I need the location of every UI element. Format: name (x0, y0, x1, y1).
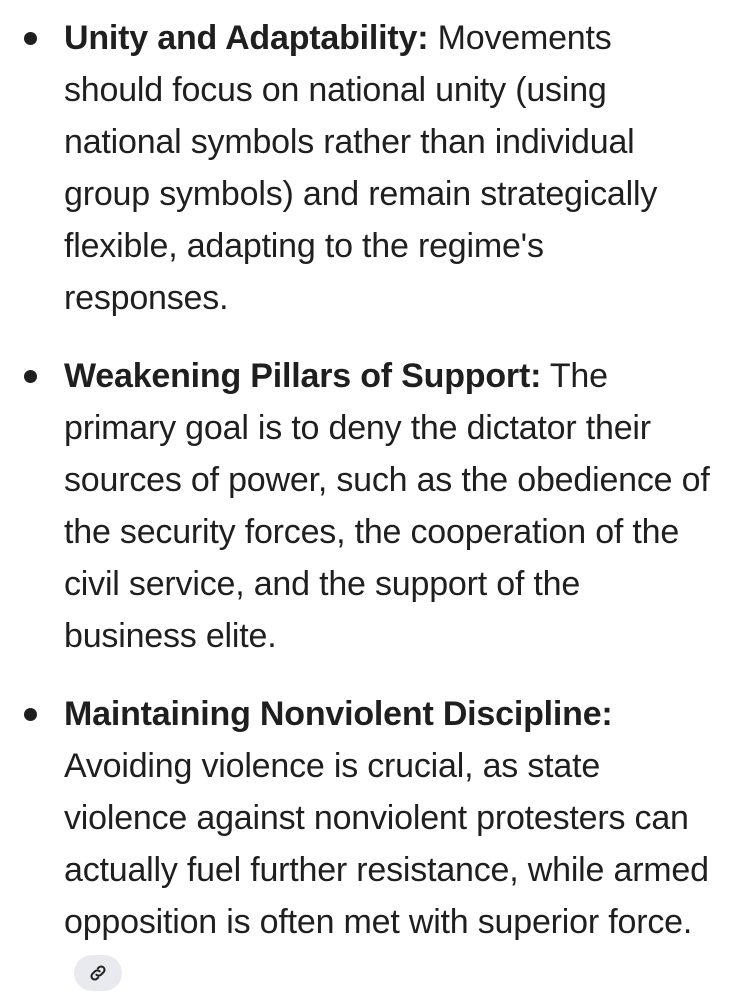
list-item-unity-adaptability (0, 12, 737, 324)
list-item-nonviolent-discipline (0, 688, 737, 1000)
bullet-dot (24, 32, 37, 45)
link-icon (88, 963, 108, 983)
bullet-term: Weakening Pillars of Support: (64, 357, 542, 395)
bullet-term: Maintaining Nonviolent Discipline: (64, 695, 613, 733)
bullet-term: Unity and Adaptability: (64, 19, 429, 57)
source-link-button[interactable] (74, 955, 122, 991)
list-item-weakening-pillars (0, 350, 737, 662)
bullet-text: The primary goal is to deny the dictator their sources of power, such as the obedience of the security forces, the cooperation of the civil service, and the support of the business elite. (64, 357, 710, 655)
bullet-text: Movements should focus on national unity (using national symbols rather than individual group symbols) and remain strategically flexible, adapting to the regime's responses. (64, 19, 658, 317)
bullet-dot (24, 708, 37, 721)
bullet-list (0, 12, 737, 1000)
bullet-text: Avoiding violence is crucial, as state violence against nonviolent protesters can actually fuel further resistance, while armed opposition is often met with superior force. (64, 747, 709, 941)
bullet-dot (24, 370, 37, 383)
